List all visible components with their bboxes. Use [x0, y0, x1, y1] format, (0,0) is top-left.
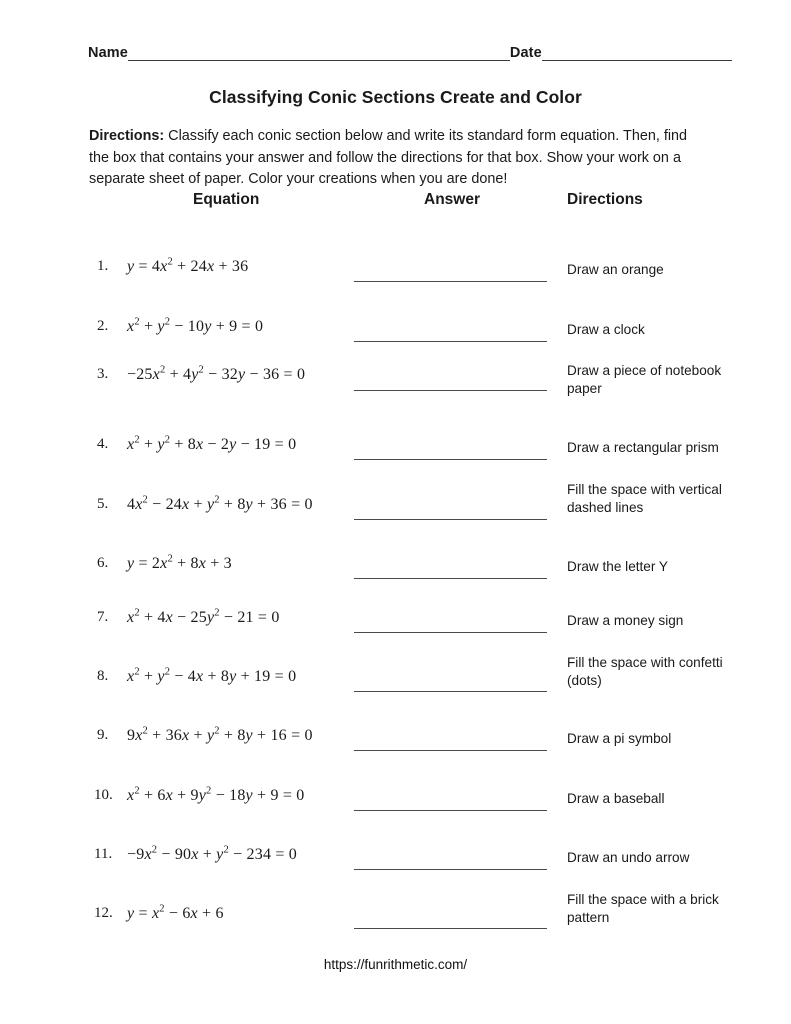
answer-blank-line[interactable] — [354, 810, 547, 811]
column-header-answer: Answer — [424, 191, 480, 208]
footer-url[interactable]: https://funrithmetic.com/ — [323, 957, 468, 972]
answer-blank-line[interactable] — [354, 459, 547, 460]
direction-text: Draw an orange — [567, 262, 664, 277]
answer-blank-line[interactable] — [354, 632, 547, 633]
equation-expression: $4x^2 - 24x + y^2 + 8y + 36 = 0$ — [127, 494, 313, 513]
problem-number: 4. — [97, 436, 109, 452]
direction-text: Draw a baseball — [567, 791, 665, 806]
answer-blank-line[interactable] — [354, 869, 547, 870]
answer-blank-line[interactable] — [354, 281, 547, 282]
direction-text: Fill the space with vertical dashed lines — [567, 482, 722, 515]
answer-blank-line[interactable] — [354, 578, 547, 579]
problem-number: 11. — [94, 846, 113, 862]
direction-text: Draw a pi symbol — [567, 731, 672, 746]
direction-text: Draw an undo arrow — [567, 850, 690, 865]
equation-expression: $9x^2 + 36x + y^2 + 8y + 16 = 0$ — [127, 725, 313, 744]
equation-expression: $y = 4x^2 + 24x + 36$ — [127, 256, 249, 275]
page-title: Classifying Conic Sections Create and Color — [209, 87, 582, 107]
direction-text: Draw a rectangular prism — [567, 440, 719, 455]
direction-text: Draw a clock — [567, 322, 645, 337]
problem-number: 2. — [97, 318, 109, 334]
direction-text: Draw the letter Y — [567, 559, 668, 574]
column-header-directions: Directions — [567, 191, 643, 208]
answer-blank-line[interactable] — [354, 519, 547, 520]
column-header-equation: Equation — [193, 191, 260, 208]
date-label: Date — [509, 45, 542, 61]
problem-number: 1. — [97, 258, 109, 274]
direction-text: Draw a money sign — [567, 613, 684, 628]
equation-expression: $x^2 + y^2 - 4x + 8y + 19 = 0$ — [127, 666, 297, 685]
problem-number: 9. — [97, 727, 109, 743]
direction-text: Fill the space with a brick pattern — [567, 892, 719, 925]
name-label: Name — [88, 45, 128, 61]
equation-expression: $-25x^2 + 4y^2 - 32y - 36 = 0$ — [127, 364, 306, 383]
problem-number: 8. — [97, 668, 109, 684]
equation-expression: $x^2 + y^2 - 10y + 9 = 0$ — [127, 316, 264, 335]
directions-body: Classify each conic section below and write its standard form equation. Then, find the box that contains your answer and follow the directions for that box. Show your work on a separate sheet of paper. Color your creations when you are done! — [89, 128, 688, 187]
direction-text: Fill the space with confetti (dots) — [567, 655, 723, 688]
direction-text: Draw a piece of notebook paper — [567, 363, 722, 396]
equation-expression: $y = 2x^2 + 8x + 3$ — [127, 553, 232, 572]
answer-blank-line[interactable] — [354, 390, 547, 391]
answer-blank-line[interactable] — [354, 750, 547, 751]
problem-number: 12. — [94, 905, 113, 921]
answer-blank-line[interactable] — [354, 928, 547, 929]
problem-number: 10. — [94, 787, 113, 803]
answer-blank-line[interactable] — [354, 691, 547, 692]
equation-expression: $y = x^2 - 6x + 6$ — [127, 903, 224, 922]
equation-expression: $-9x^2 - 90x + y^2 - 234 = 0$ — [127, 844, 297, 863]
equation-expression: $x^2 + 4x - 25y^2 - 21 = 0$ — [127, 607, 280, 626]
equation-expression: $x^2 + 6x + 9y^2 - 18y + 9 = 0$ — [127, 785, 305, 804]
problem-number: 7. — [97, 609, 109, 625]
problem-number: 5. — [97, 496, 109, 512]
directions-label: Directions: — [89, 128, 165, 144]
problem-number: 3. — [97, 366, 109, 382]
equation-expression: $x^2 + y^2 + 8x - 2y - 19 = 0$ — [127, 434, 297, 453]
answer-blank-line[interactable] — [354, 341, 547, 342]
problem-number: 6. — [97, 555, 109, 571]
